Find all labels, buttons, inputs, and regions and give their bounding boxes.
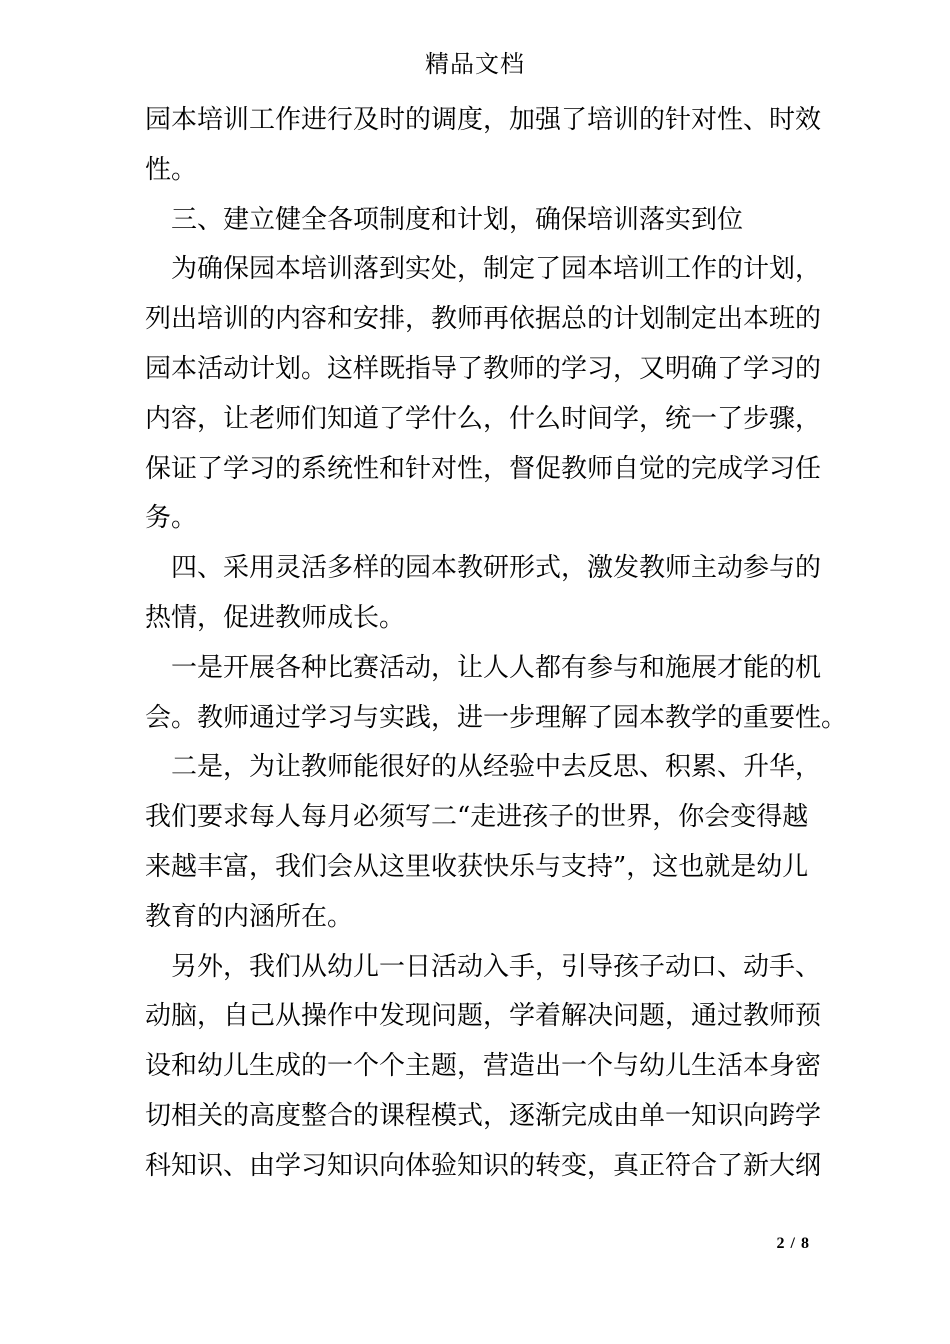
document-body [145,96,848,1192]
text-line: 性。 [145,154,198,185]
text-line: 设和幼儿生成的一个个主题，营造出一个与幼儿生活本身密 [145,1051,822,1082]
text-line: 园本活动计划。这样既指导了教师的学习，又明确了学习的 [145,353,822,384]
page-header-title: 精品文档 [425,50,525,78]
text-line: 一是开展各种比赛活动，让人人都有参与和施展才能的机 [171,652,822,683]
text-line: 会。教师通过学习与实践，进一步理解了园本教学的重要性。 [145,702,848,733]
text-line: 内容，让老师们知道了学什么，什么时间学，统一了步骤， [145,403,822,434]
text-line: 教育的内涵所在。 [145,901,354,932]
text-line: 我们要求每人每月必须写二“走进孩子的世界，你会变得越 [145,802,809,833]
text-line: 二是，为让教师能很好的从经验中去反思、积累、升华， [171,752,822,783]
text-line: 另外，我们从幼儿一日活动入手，引导孩子动口、动手、 [171,951,822,982]
text-line: 为确保园本培训落到实处，制定了园本培训工作的计划， [171,254,822,285]
text-line: 来越丰富，我们会从这里收获快乐与支持”，这也就是幼儿 [145,851,809,882]
text-line: 保证了学习的系统性和针对性，督促教师自觉的完成学习任 [145,453,822,484]
section-heading: 四、采用灵活多样的园本教研形式，激发教师主动参与的 [171,553,822,584]
text-line: 务。 [145,503,198,534]
page-number: 2 / 8 [776,1235,810,1252]
text-line: 切相关的高度整合的课程模式，逐渐完成由单一知识向跨学 [145,1100,822,1131]
text-line: 列出培训的内容和安排，教师再依据总的计划制定出本班的 [145,304,822,335]
section-heading: 三、建立健全各项制度和计划，确保培训落实到位 [171,204,744,235]
text-line: 动脑，自己从操作中发现问题，学着解决问题，通过教师预 [145,1001,822,1032]
text-line: 科知识、由学习知识向体验知识的转变，真正符合了新大纲 [145,1150,822,1181]
text-line: 热情，促进教师成长。 [145,602,406,633]
text-line: 园本培训工作进行及时的调度，加强了培训的针对性、时效 [145,105,822,135]
